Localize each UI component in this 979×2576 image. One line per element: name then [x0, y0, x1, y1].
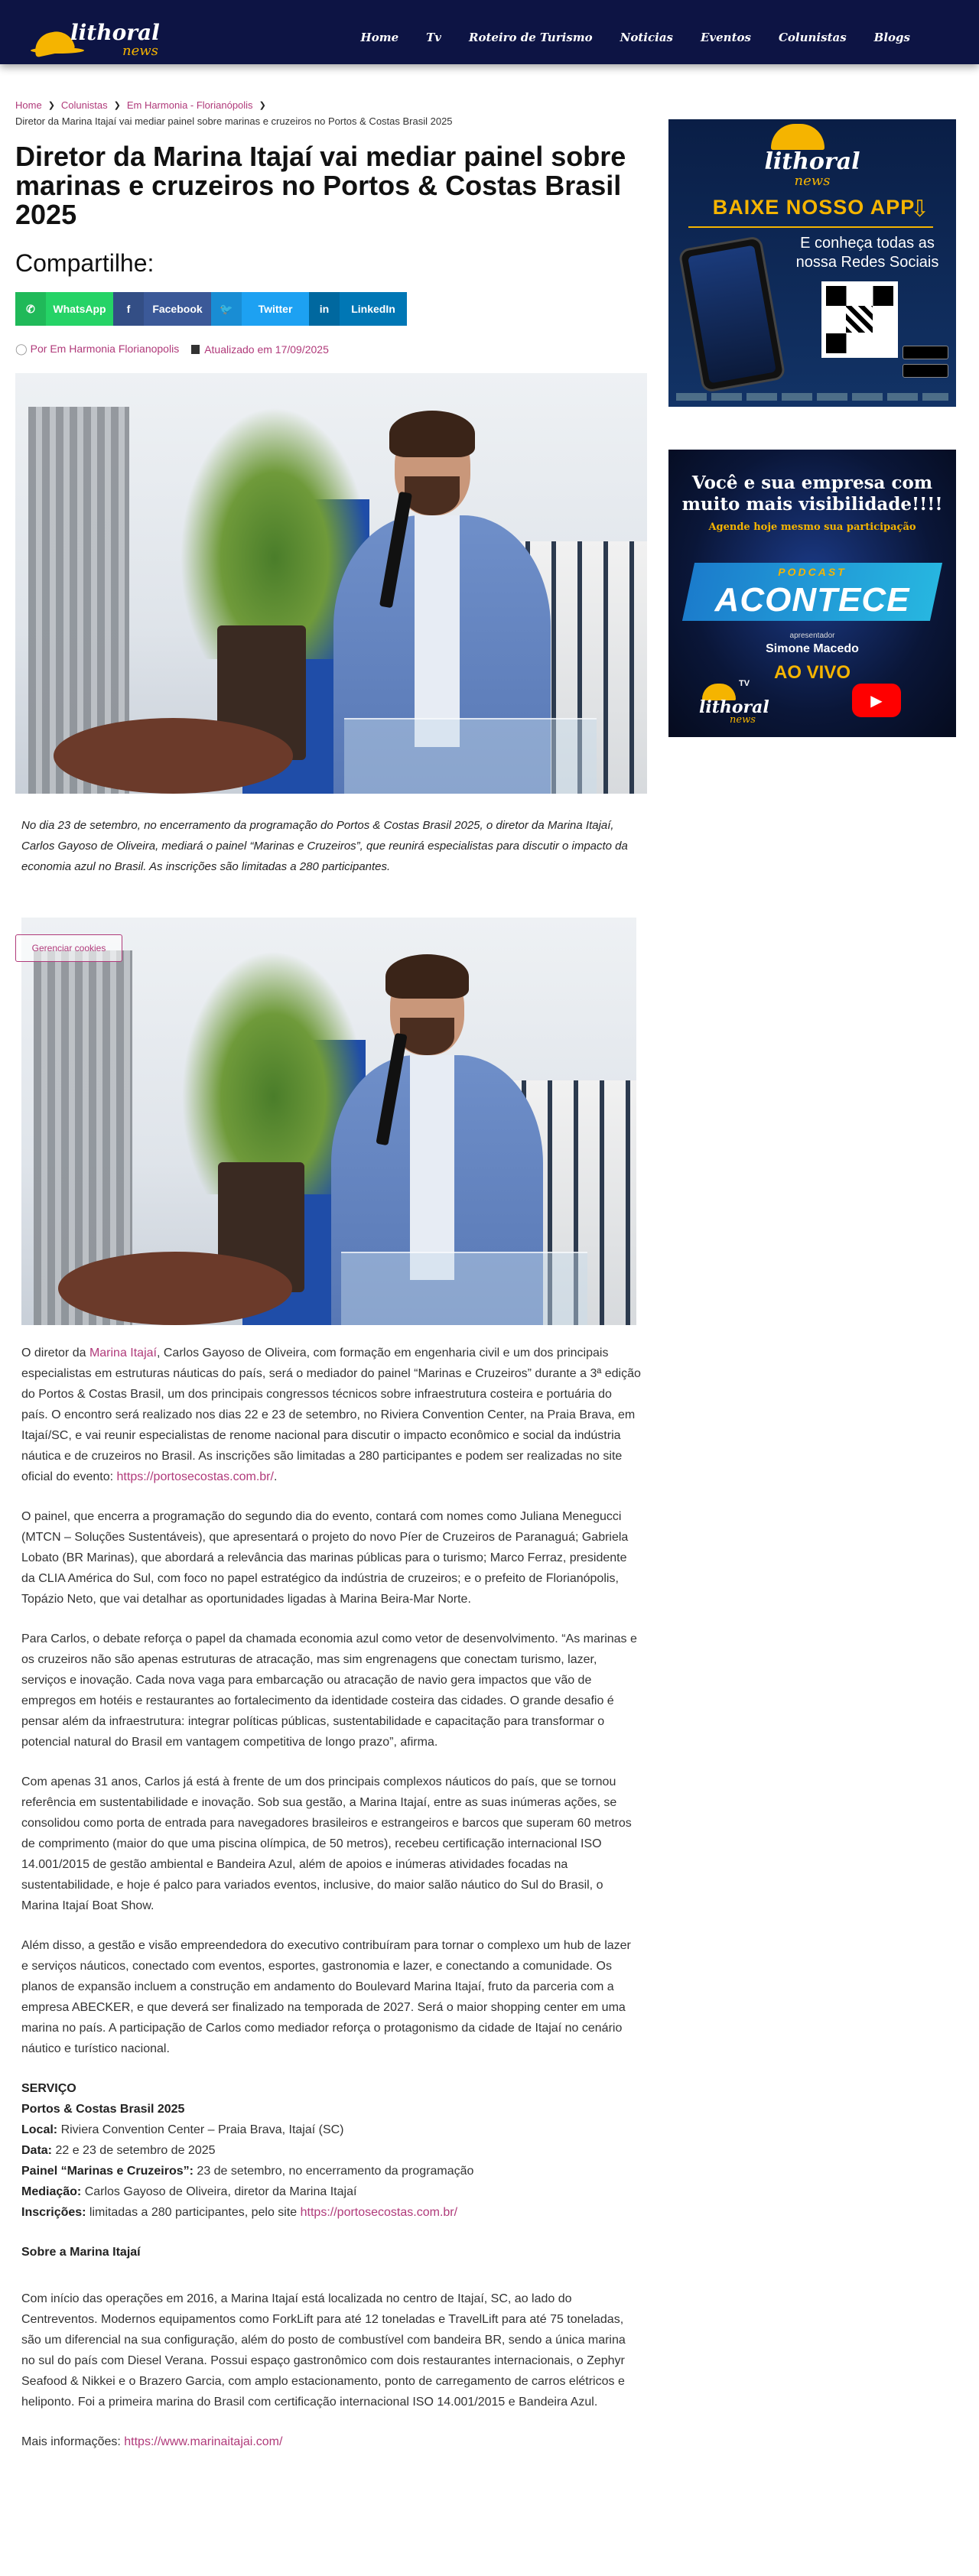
share-label: Compartilhe:	[15, 249, 154, 277]
paragraph-3: Para Carlos, o debate reforça o papel da chamada economia azul como vetor de desenvolvimento. “As marinas e os cruzeiros não são apenas estruturas de atracação, mas sim engrenagens que conectam turismo, lazer, serviços e inovação. Cada nova vaga para embarcação ou atracação de navio gera impactos que vão de empregos em hotéis e restaurantes ao fortalecimento da identidade costeira das cidades. O grande desafio é pensar além da infraestrutura: integrar políticas públicas, sustentabilidade e capacitação para transformar o potencial natural do Brasil em vantagem competitiva de longo prazo”, afirma.	[21, 1632, 637, 1749]
ad-cta: BAIXE NOSSO APP	[712, 196, 916, 219]
nav-eventos[interactable]: Eventos	[700, 31, 751, 44]
share-twitter-button[interactable]: 🐦 Twitter	[211, 292, 309, 326]
paragraph-4: Com apenas 31 anos, Carlos já está à frente de um dos principais complexos náuticos do país, que se tornou referência em sustentabilidade e inovação. Sob sua gestão, a Marina Itajaí, entre as suas inúmeras ações, se consolidou como porta de entrada para navegadores brasileiros e estrangeiros e barcos que superam 60 metros de comprimento (maior do que uma piscina olímpica, de 50 metros), recebeu certificação internacional ISO 14.001/2015 de gestão ambiental e Bandeira Azul, além de apoios e inúmeras atividades focadas na sustentabilidade, e hoje é palco para variados eventos, inclusive, do maior salão náutico do Sul do Brasil, o Marina Itajaí Boat Show.	[21, 1775, 632, 1912]
ad2-show-name: ACONTECE	[714, 581, 910, 619]
article-title: Diretor da Marina Itajaí vai mediar painel sobre marinas e cruzeiros no Portos & Costas Brasil 2025	[15, 141, 626, 230]
marina-website-link[interactable]: https://www.marinaitajai.com/	[124, 2435, 283, 2448]
user-icon: ◯	[15, 343, 28, 355]
main-nav	[361, 31, 910, 44]
registration-link[interactable]: https://portosecostas.com.br/	[300, 2206, 458, 2219]
article-photo	[21, 918, 636, 1325]
chevron-right-icon: ❯	[47, 101, 55, 110]
calendar-icon	[191, 345, 200, 354]
marina-itajai-link[interactable]: Marina Itajaí	[89, 1346, 157, 1359]
phone-mockup	[678, 236, 785, 393]
facebook-icon: f	[113, 292, 144, 326]
ad2-subline: Agende hoje mesmo sua participação	[708, 521, 916, 533]
download-icon: ⇩	[910, 197, 930, 222]
chevron-right-icon: ❯	[259, 101, 266, 110]
photo-caption: No dia 23 de setembro, no encerramento da programação do Portos & Costas Brasil 2025, o diretor da Marina Itajaí, Carlos Gayoso de Oliveira, mediará o painel “Marinas e Cruzeiros”, que reunirá especialistas para discutir o impacto da economia azul no Brasil. As inscrições são limitadas a 280 participantes.	[21, 819, 628, 873]
event-site-link[interactable]: https://portosecostas.com.br/	[116, 1470, 274, 1483]
qr-code	[821, 281, 898, 358]
site-logo[interactable]	[31, 17, 161, 60]
manage-cookies-button[interactable]: Gerenciar cookies	[15, 934, 122, 962]
nav-roteiro[interactable]: Roteiro de Turismo	[469, 31, 593, 44]
updated-date: Atualizado em 17/09/2025	[191, 343, 329, 356]
article-meta	[15, 343, 329, 356]
logo-sub: news	[122, 43, 158, 59]
breadcrumb-home[interactable]: Home	[15, 99, 42, 111]
author-link[interactable]: ◯ Por Em Harmonia Florianopolis	[15, 343, 180, 355]
chevron-right-icon: ❯	[113, 101, 121, 110]
share-facebook-button[interactable]: f Facebook	[113, 292, 211, 326]
tv-logo: TV lithoral news	[699, 679, 769, 726]
about-heading: Sobre a Marina Itajaí	[21, 2246, 141, 2259]
breadcrumb	[15, 99, 453, 127]
about-paragraph: Com início das operações em 2016, a Marina Itajaí está localizada no centro de Itajaí, SC, ao lado do Centreventos. Modernos equipamentos como ForkLift para até 12 toneladas e TravelLift para até 75 toneladas, são um diferencial na sua configuração, além do posto de combustível com bandeira BR, sendo a única marina no sul do país com Diesel Verana. Possui espaço gastronômico com dois restaurantes internacionais, o Zephyr Seafood & Nikkei e o Brazero Garcia, com amplo estacionamento, ponto de carregamento de carros elétricos e heliponto. Foi a primeira marina do Brasil com certificação internacional ISO 14.001/2015 e Bandeira Azul.	[21, 2292, 626, 2409]
service-heading: SERVIÇO	[21, 2082, 76, 2095]
article-body	[21, 1343, 641, 2471]
linkedin-icon: in	[309, 292, 340, 326]
nav-noticias[interactable]: Noticias	[620, 31, 673, 44]
social-handles	[676, 393, 948, 401]
nav-colunistas[interactable]: Colunistas	[778, 31, 847, 44]
service-block: SERVIÇO Portos & Costas Brasil 2025 Local: Riviera Convention Center – Praia Brava, Itajaí (SC) Data: 22 e 23 de setembro de 2025 Painel “Marinas e Cruzeiros”: 23 de setembro, no encerramento da programação Mediação: Carlos Gayoso de Oliveira, diretor da Marina Itajaí Inscrições: limitadas a 280 participantes, pelo site https://portosecostas.com.br/	[21, 2082, 474, 2219]
nav-blogs[interactable]: Blogs	[873, 31, 910, 44]
youtube-play-icon[interactable]: ▶	[852, 684, 901, 717]
article-hero-photo	[15, 373, 647, 794]
podcast-ad[interactable]: Você e sua empresa com muito mais visibilidade!!!! Agende hoje mesmo sua participação PODCAST ACONTECE apresentador Simone Macedo AO VIVO TV lithoral news ▶	[668, 450, 956, 737]
nav-home[interactable]: Home	[360, 31, 399, 44]
site-header	[0, 0, 979, 64]
paragraph-2: O painel, que encerra a programação do segundo dia do evento, contará com nomes como Juliana Menegucci (MTCN – Soluções Sustentáveis), que apresentará o projeto do novo Píer de Cruzeiros de Paranaguá; Gabriela Lobato (BR Marinas), que abordará a relevância das marinas públicas para o turismo; Marco Ferraz, presidente da CLIA América do Sul, com foco no papel estratégico da indústria de cruzeiros; e o prefeito de Florianópolis, Topázio Neto, que vai detalhar as oportunidades ligadas à Marina Beira-Mar Norte.	[21, 1510, 629, 1606]
paragraph-1: O diretor da Marina Itajaí, Carlos Gayoso de Oliveira, com formação em engenharia civil e um dos principais especialistas em estruturas náuticas do país, será o mediador do painel “Marinas e Cruzeiros” durante a 3ª edição do Portos & Costas Brasil, um dos principais congressos técnicos sobre infraestrutura costeira e portuária do país. O encontro será realizado nos dias 22 e 23 de setembro, no Riviera Convention Center, na Praia Brava, em Itajaí/SC, e vai reunir especialistas de renome nacional para discutir o impacto econômico e social da indústria náutica e de cruzeiros no Brasil. As inscrições são limitadas a 280 participantes e podem ser realizadas no site oficial do evento: https://portosecostas.com.br/.	[21, 1346, 641, 1483]
breadcrumb-current: Diretor da Marina Itajaí vai mediar painel sobre marinas e cruzeiros no Portos & Costas Brasil 2025	[15, 115, 453, 127]
share-linkedin-button[interactable]: in LinkedIn	[309, 292, 407, 326]
logo-sun-mark	[771, 124, 825, 150]
logo-brand: lithoral	[70, 20, 160, 45]
more-info: Mais informações: https://www.marinaitajai.com/	[21, 2435, 283, 2448]
google-play-icon	[903, 346, 948, 359]
share-whatsapp-button[interactable]: ✆ WhatsApp	[15, 292, 113, 326]
app-store-icon	[903, 364, 948, 378]
store-badges	[903, 346, 948, 378]
ad2-headline: Você e sua empresa com muito mais visibilidade!!!!	[681, 473, 943, 515]
paragraph-5: Além disso, a gestão e visão empreendedora do executivo contribuíram para tornar o complexo um hub de lazer e serviços náuticos, conectado com eventos, esportes, gastronomia e lazer, e conectando a comunidade. Os planos de expansão incluem a construção em andamento do Boulevard Marina Itajaí, fruto da parceria com a empresa ABECKER, e que deverá ser finalizado na temporada de 2027. Será o maior shopping center em uma marina no país. A participação de Carlos como mediador reforça o protagonismo da cidade de Itajaí no cenário náutico e turístico nacional.	[21, 1939, 631, 2055]
ad-message: E conheça todas as nossa Redes Sociais	[795, 235, 939, 271]
logo-wave-mark	[31, 47, 84, 54]
whatsapp-icon: ✆	[15, 292, 46, 326]
breadcrumb-colunistas[interactable]: Colunistas	[60, 99, 108, 111]
share-buttons	[15, 292, 407, 326]
app-download-ad[interactable]: lithoral news BAIXE NOSSO APP ⇩ E conheça todas as nossa Redes Sociais	[668, 119, 956, 407]
nav-tv[interactable]: Tv	[426, 31, 441, 44]
twitter-icon: 🐦	[211, 292, 242, 326]
breadcrumb-em-harmonia[interactable]: Em Harmonia - Florianópolis	[126, 99, 253, 111]
service-event: Portos & Costas Brasil 2025	[21, 2103, 185, 2116]
